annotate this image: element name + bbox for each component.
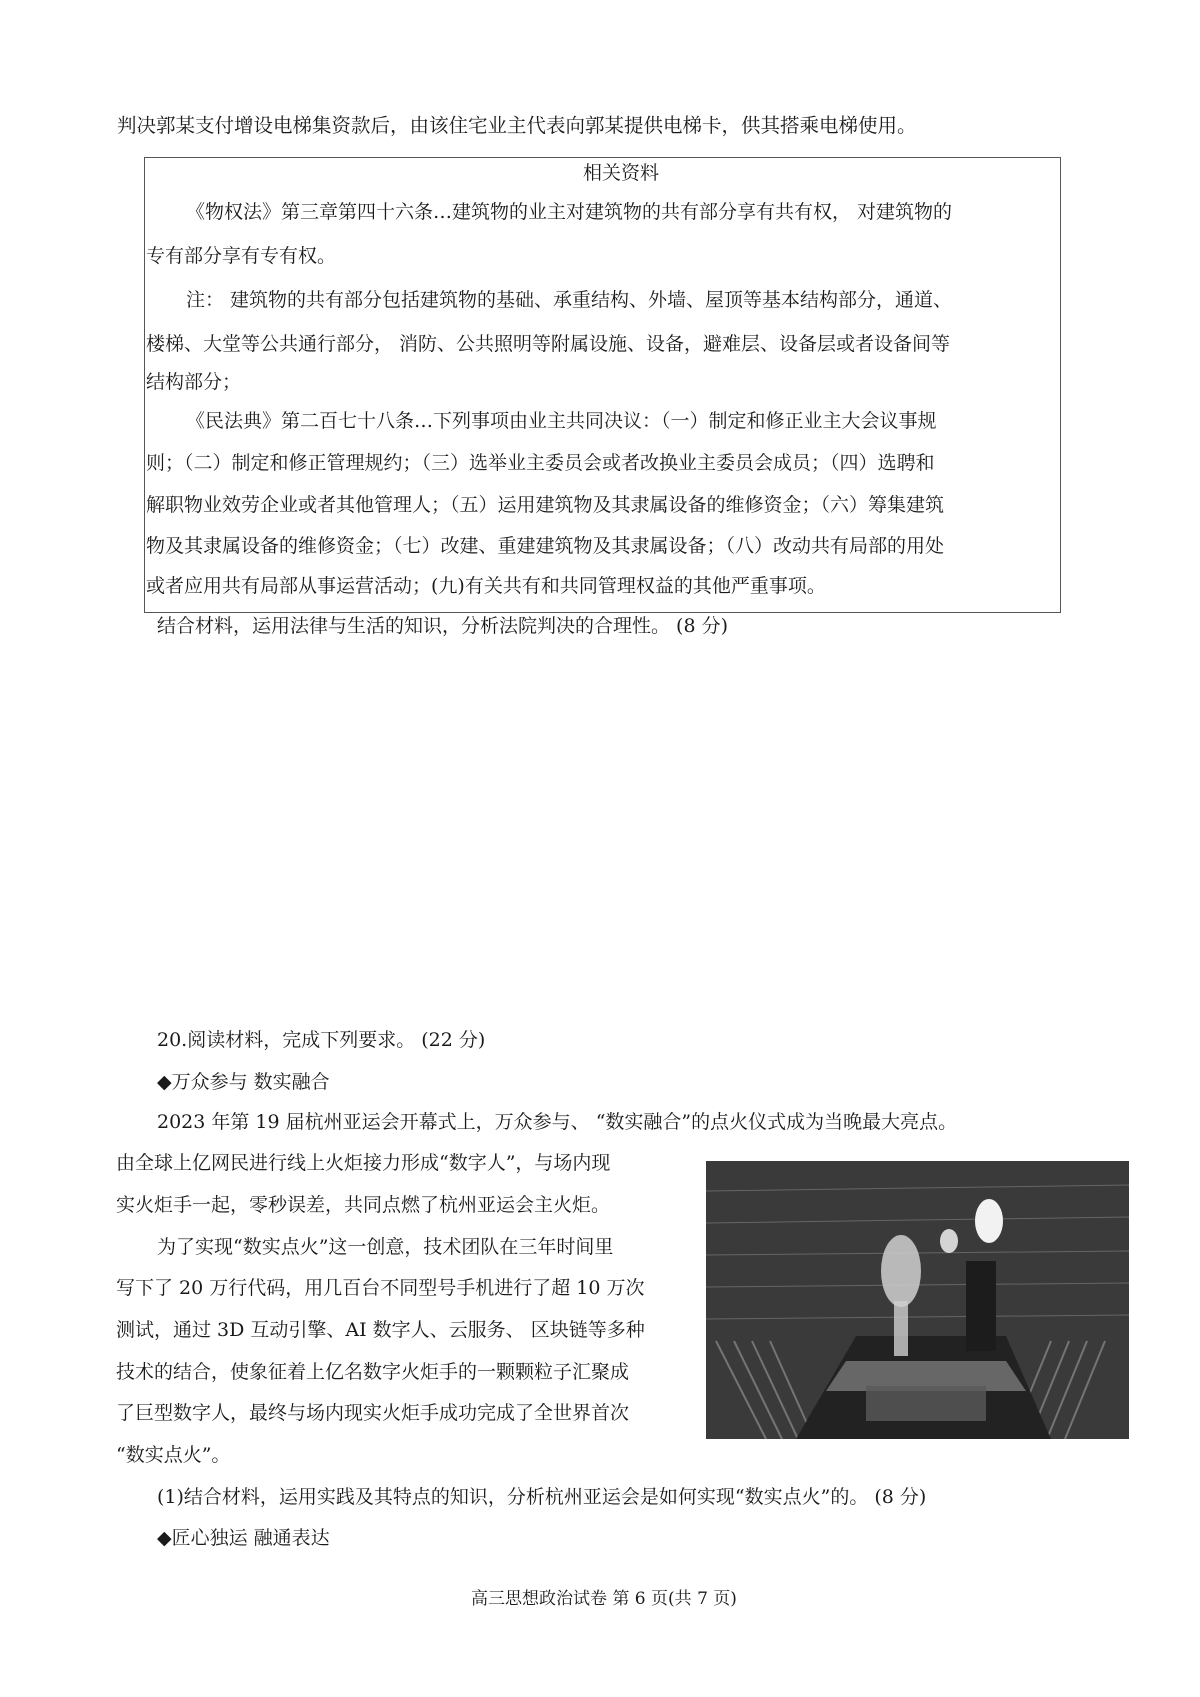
box-line: 物及其隶属设备的维修资金；（七）改建、重建建筑物及其隶属设备；（八）改动共有局部的用处: [146, 535, 945, 557]
question-20-heading: 20.阅读材料，完成下列要求。 (22 分): [157, 1029, 486, 1051]
box-line: 结构部分；: [146, 371, 242, 393]
box-line: 楼梯、大堂等公共通行部分， 消防、公共照明等附属设施、设备，避难层、设备层或者设备间等: [146, 333, 951, 355]
paragraph-line: 了巨型数字人，最终与场内现实火炬手成功完成了全世界首次: [116, 1402, 630, 1424]
paragraph-line: 实火炬手一起，零秒误差，共同点燃了杭州亚运会主火炬。: [116, 1194, 611, 1216]
paragraph-line: 测试，通过 3D 互动引擎、AI 数字人、云服务、 区块链等多种: [116, 1319, 645, 1341]
box-line: 解职物业效劳企业或者其他管理人；（五）运用建筑物及其隶属设备的维修资金；（六）筹集建筑: [146, 494, 945, 516]
box-line: 《民法典》第二百七十八条…下列事项由业主共同决议：（一）制定和修正业主大会议事规: [186, 410, 937, 432]
page-footer: 高三思想政治试卷 第 6 页(共 7 页): [471, 1589, 737, 1609]
question-19-prompt: 结合材料，运用法律与生活的知识，分析法院判决的合理性。 (8 分): [157, 615, 728, 637]
box-line: 注： 建筑物的共有部分包括建筑物的基础、承重结构、外墙、屋顶等基本结构部分，通道、: [186, 289, 953, 311]
paragraph-line: “数实点火”。: [116, 1444, 231, 1466]
torch-lighting-photo: [706, 1161, 1129, 1439]
box-line: 则；（二）制定和修正管理规约；（三）选举业主委员会或者改换业主委员会成员；（四）选聘和: [146, 452, 935, 474]
paragraph-line: 为了实现“数实点火”这一创意，技术团队在三年时间里: [157, 1236, 614, 1258]
box-line: 专有部分享有专有权。: [146, 245, 337, 267]
section-title-2: ◆匠心独运 融通表达: [157, 1527, 330, 1549]
reference-box-title: 相关资料: [583, 162, 660, 184]
question-20-sub-1: (1)结合材料，运用实践及其特点的知识，分析杭州亚运会是如何实现“数实点火”的。 (8 分): [157, 1486, 927, 1508]
box-line: 《物权法》第三章第四十六条…建筑物的业主对建筑物的共有部分享有共有权， 对建筑物的: [186, 201, 953, 223]
section-title-1: ◆万众参与 数实融合: [157, 1071, 330, 1093]
paragraph-line: 写下了 20 万行代码，用几百台不同型号手机进行了超 10 万次: [116, 1277, 645, 1299]
paragraph-line: 技术的结合，使象征着上亿名数字火炬手的一颗颗粒子汇聚成: [116, 1361, 630, 1383]
paragraph-line: 2023 年第 19 届杭州亚运会开幕式上，万众参与、 “数实融合”的点火仪式成为当晚最大亮点。: [157, 1111, 958, 1133]
box-line: 或者应用共有局部从事运营活动；(九)有关共有和共同管理权益的其他严重事项。: [146, 575, 826, 597]
intro-line: 判决郭某支付增设电梯集资款后，由该住宅业主代表向郭某提供电梯卡，供其搭乘电梯使用。: [117, 114, 917, 137]
paragraph-line: 由全球上亿网民进行线上火炬接力形成“数字人”，与场内现: [116, 1152, 611, 1174]
